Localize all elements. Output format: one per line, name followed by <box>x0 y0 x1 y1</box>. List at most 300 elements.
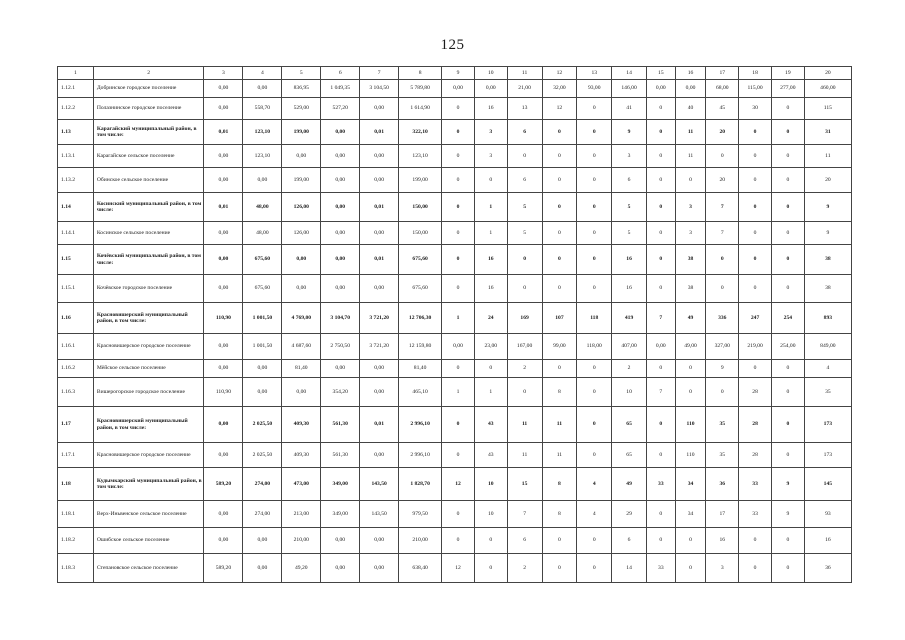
table-cell: 0 <box>577 275 612 303</box>
table-cell: 1 <box>474 222 507 245</box>
row-name: Обинское сельское поселение <box>93 168 204 193</box>
table-cell: 146,00 <box>612 80 647 98</box>
table-cell: 0,00 <box>204 245 243 275</box>
table-row <box>58 334 852 360</box>
table-cell: 3 <box>474 120 507 145</box>
table-cell: 7 <box>646 378 675 407</box>
table-cell: 0 <box>577 378 612 407</box>
table-cell: 145 <box>804 468 851 501</box>
header-cell: 10 <box>474 67 507 80</box>
row-code: 1.16.2 <box>58 360 94 378</box>
table-cell: 277,00 <box>771 80 804 98</box>
row-name: Красновишерский муниципальный район, в том числе: <box>93 407 204 443</box>
table-cell: 33 <box>739 501 772 528</box>
table-cell: 210,00 <box>282 528 321 554</box>
table-cell: 9 <box>804 222 851 245</box>
table-cell: 1 <box>442 378 475 407</box>
table-cell: 0 <box>675 360 706 378</box>
table-cell: 123,10 <box>399 145 442 168</box>
table-row <box>58 378 852 407</box>
table-cell: 0 <box>771 120 804 145</box>
table-cell: 9 <box>612 120 647 145</box>
table-cell: 0 <box>739 360 772 378</box>
row-name: Верх-Иньвенское сельское поселение <box>93 501 204 528</box>
table-cell: 17 <box>706 501 739 528</box>
header-cell: 1 <box>58 67 94 80</box>
table-cell: 3 104,50 <box>360 80 399 98</box>
table-cell: 28 <box>739 407 772 443</box>
table-cell: 0 <box>646 145 675 168</box>
table-cell: 0 <box>706 275 739 303</box>
table-cell: 20 <box>706 120 739 145</box>
table-cell: 0,00 <box>282 245 321 275</box>
table-cell: 561,30 <box>321 407 360 443</box>
table-cell: 38 <box>675 275 706 303</box>
table-cell: 2 <box>612 360 647 378</box>
table-cell: 0 <box>771 443 804 468</box>
header-cell: 16 <box>675 67 706 80</box>
table-row <box>58 407 852 443</box>
row-code: 1.18.3 <box>58 554 94 583</box>
header-cell: 7 <box>360 67 399 80</box>
table-cell: 327,00 <box>706 334 739 360</box>
table-cell: 0,00 <box>321 245 360 275</box>
table-cell: 0,00 <box>646 80 675 98</box>
table-cell: 36 <box>706 468 739 501</box>
table-cell: 107 <box>542 303 577 334</box>
table-cell: 9 <box>804 193 851 222</box>
table-cell: 0,00 <box>360 443 399 468</box>
table-cell: 0 <box>542 168 577 193</box>
table-cell: 0 <box>442 193 475 222</box>
row-name: Красновишерское городское поселение <box>93 334 204 360</box>
table-cell: 349,00 <box>321 501 360 528</box>
row-name: Косинское сельское поселение <box>93 222 204 245</box>
header-cell: 3 <box>204 67 243 80</box>
table-cell: 23,00 <box>474 334 507 360</box>
table-row <box>58 360 852 378</box>
table-cell: 81,40 <box>399 360 442 378</box>
table-cell: 0 <box>542 554 577 583</box>
table-cell: 4 <box>577 468 612 501</box>
table-cell: 409,30 <box>282 407 321 443</box>
table-cell: 0 <box>442 275 475 303</box>
row-code: 1.13.1 <box>58 145 94 168</box>
table-cell: 0 <box>675 378 706 407</box>
table-cell: 16 <box>612 245 647 275</box>
table-cell: 0,00 <box>321 360 360 378</box>
table-cell: 11 <box>507 443 542 468</box>
table-cell: 0 <box>771 360 804 378</box>
table-cell: 45 <box>706 98 739 120</box>
table-cell: 0 <box>577 245 612 275</box>
table-cell: 3 <box>474 145 507 168</box>
table-cell: 12 <box>442 554 475 583</box>
table-cell: 0 <box>739 528 772 554</box>
table-cell: 0 <box>646 98 675 120</box>
row-code: 1.16.3 <box>58 378 94 407</box>
table-cell: 0 <box>646 245 675 275</box>
row-code: 1.17 <box>58 407 94 443</box>
table-cell: 0 <box>442 98 475 120</box>
table-cell: 354,20 <box>321 378 360 407</box>
table-cell: 12 <box>442 468 475 501</box>
table-cell: 0,00 <box>204 334 243 360</box>
table-cell: 0,00 <box>321 120 360 145</box>
table-cell: 5 <box>612 222 647 245</box>
table-cell: 49,20 <box>282 554 321 583</box>
table-cell: 32,00 <box>542 80 577 98</box>
table-cell: 11 <box>507 407 542 443</box>
row-code: 1.17.1 <box>58 443 94 468</box>
table-cell: 10 <box>474 468 507 501</box>
table-cell: 638,40 <box>399 554 442 583</box>
table-cell: 0,01 <box>360 120 399 145</box>
table-cell: 465,10 <box>399 378 442 407</box>
table-cell: 0 <box>577 554 612 583</box>
table-cell: 28 <box>739 443 772 468</box>
table-cell: 0 <box>771 245 804 275</box>
table-cell: 1 <box>474 378 507 407</box>
table-cell: 167,00 <box>507 334 542 360</box>
header-cell: 9 <box>442 67 475 80</box>
table-row <box>58 468 852 501</box>
table-cell: 99,00 <box>542 334 577 360</box>
table-cell: 460,00 <box>804 80 851 98</box>
table-cell: 0,00 <box>204 80 243 98</box>
table-cell: 5 <box>507 222 542 245</box>
table-cell: 0,00 <box>474 80 507 98</box>
table-cell: 0 <box>577 222 612 245</box>
row-code: 1.13 <box>58 120 94 145</box>
table-row <box>58 275 852 303</box>
table-cell: 849,00 <box>804 334 851 360</box>
table-cell: 35 <box>804 378 851 407</box>
row-code: 1.16 <box>58 303 94 334</box>
table-row <box>58 222 852 245</box>
table-row <box>58 501 852 528</box>
table-cell: 30 <box>739 98 772 120</box>
table-cell: 0,00 <box>204 528 243 554</box>
table-cell: 2 996,10 <box>399 443 442 468</box>
table-cell: 0,00 <box>204 98 243 120</box>
table-cell: 0 <box>442 407 475 443</box>
table-cell: 274,00 <box>243 501 282 528</box>
table-cell: 247 <box>739 303 772 334</box>
table-cell: 8 <box>542 378 577 407</box>
table-cell: 118 <box>577 303 612 334</box>
table-cell: 675,60 <box>243 245 282 275</box>
table-cell: 0 <box>771 275 804 303</box>
table-row <box>58 80 852 98</box>
table-cell: 49,00 <box>675 334 706 360</box>
table-cell: 150,00 <box>399 222 442 245</box>
data-table <box>57 66 852 583</box>
table-cell: 173 <box>804 407 851 443</box>
table-cell: 0 <box>646 407 675 443</box>
row-code: 1.13.2 <box>58 168 94 193</box>
table-cell: 48,00 <box>243 222 282 245</box>
table-cell: 110,90 <box>204 378 243 407</box>
table-cell: 274,00 <box>243 468 282 501</box>
table-cell: 143,50 <box>360 501 399 528</box>
table-cell: 2 996,10 <box>399 407 442 443</box>
table-cell: 38 <box>804 275 851 303</box>
table-cell: 0 <box>675 528 706 554</box>
row-name: Кочёвское городское поселение <box>93 275 204 303</box>
table-cell: 0 <box>675 554 706 583</box>
table-cell: 8 <box>542 501 577 528</box>
table-cell: 5 789,80 <box>399 80 442 98</box>
table-cell: 13 <box>507 98 542 120</box>
table-cell: 34 <box>675 468 706 501</box>
table-cell: 0,01 <box>360 193 399 222</box>
table-cell: 0 <box>542 193 577 222</box>
table-cell: 11 <box>542 407 577 443</box>
table-row <box>58 303 852 334</box>
table-cell: 0 <box>739 245 772 275</box>
table-cell: 0 <box>646 528 675 554</box>
table-cell: 0 <box>474 360 507 378</box>
table-cell: 0 <box>442 245 475 275</box>
table-cell: 0,00 <box>321 145 360 168</box>
table-cell: 0 <box>442 222 475 245</box>
table-cell: 409,30 <box>282 443 321 468</box>
table-cell: 0,00 <box>321 528 360 554</box>
table-cell: 0 <box>577 193 612 222</box>
table-cell: 529,00 <box>282 98 321 120</box>
table-cell: 0 <box>507 245 542 275</box>
header-cell: 12 <box>542 67 577 80</box>
table-cell: 6 <box>507 528 542 554</box>
header-cell: 2 <box>93 67 204 80</box>
table-cell: 48,00 <box>243 193 282 222</box>
table-cell: 9 <box>771 468 804 501</box>
table-cell: 11 <box>542 443 577 468</box>
table-cell: 0,00 <box>360 528 399 554</box>
table-cell: 3 104,70 <box>321 303 360 334</box>
table-cell: 0 <box>675 168 706 193</box>
table-cell: 24 <box>474 303 507 334</box>
table-cell: 0,00 <box>675 80 706 98</box>
table-cell: 254,00 <box>771 334 804 360</box>
table-row <box>58 528 852 554</box>
table-cell: 6 <box>612 528 647 554</box>
table-cell: 0,00 <box>360 378 399 407</box>
row-name: Косинский муниципальный район, в том числе: <box>93 193 204 222</box>
table-cell: 0 <box>771 407 804 443</box>
table-cell: 0 <box>646 193 675 222</box>
table-cell: 0,00 <box>243 528 282 554</box>
table-cell: 0 <box>739 222 772 245</box>
table-cell: 4 <box>804 360 851 378</box>
table-cell: 0 <box>771 193 804 222</box>
table-cell: 0 <box>646 443 675 468</box>
row-code: 1.16.1 <box>58 334 94 360</box>
table-cell: 6 <box>612 168 647 193</box>
row-name: Красновишерский муниципальный район, в том числе: <box>93 303 204 334</box>
table-cell: 93,00 <box>577 80 612 98</box>
row-name: Полазнинское городское поселение <box>93 98 204 120</box>
table-cell: 118,00 <box>577 334 612 360</box>
table-cell: 0 <box>442 120 475 145</box>
table-cell: 123,10 <box>243 145 282 168</box>
table-cell: 0 <box>577 145 612 168</box>
table-cell: 169 <box>507 303 542 334</box>
table-cell: 0,00 <box>360 168 399 193</box>
table-cell: 0,01 <box>204 193 243 222</box>
table-cell: 1 <box>474 193 507 222</box>
table-cell: 123,10 <box>243 120 282 145</box>
table-cell: 1 001,50 <box>243 303 282 334</box>
table-cell: 0 <box>771 378 804 407</box>
table-row <box>58 145 852 168</box>
table-cell: 43 <box>474 443 507 468</box>
table-cell: 349,00 <box>321 468 360 501</box>
table-cell: 110 <box>675 443 706 468</box>
table-cell: 0,00 <box>321 168 360 193</box>
table-cell: 210,00 <box>399 528 442 554</box>
header-cell: 19 <box>771 67 804 80</box>
table-cell: 0 <box>577 528 612 554</box>
table-cell: 65 <box>612 443 647 468</box>
table-cell: 10 <box>612 378 647 407</box>
table-cell: 0 <box>771 145 804 168</box>
row-name: Ошибское сельское поселение <box>93 528 204 554</box>
table-cell: 10 <box>474 501 507 528</box>
table-cell: 0,00 <box>204 501 243 528</box>
header-cell: 5 <box>282 67 321 80</box>
table-cell: 0 <box>507 145 542 168</box>
row-name: Мёйское сельское поселение <box>93 360 204 378</box>
table-cell: 0 <box>771 554 804 583</box>
table-cell: 0 <box>739 275 772 303</box>
table-cell: 558,70 <box>243 98 282 120</box>
table-cell: 0,00 <box>243 168 282 193</box>
row-code: 1.14.1 <box>58 222 94 245</box>
table-cell: 0 <box>507 378 542 407</box>
header-cell: 13 <box>577 67 612 80</box>
table-cell: 322,10 <box>399 120 442 145</box>
table-cell: 81,40 <box>282 360 321 378</box>
table-cell: 11 <box>675 120 706 145</box>
table-cell: 5 <box>507 193 542 222</box>
header-cell: 4 <box>243 67 282 80</box>
table-cell: 173 <box>804 443 851 468</box>
table-cell: 0 <box>646 222 675 245</box>
table-cell: 33 <box>646 468 675 501</box>
table-cell: 0 <box>507 275 542 303</box>
table-cell: 0 <box>771 98 804 120</box>
table-cell: 5 <box>612 193 647 222</box>
table-cell: 473,00 <box>282 468 321 501</box>
table-cell: 3 721,20 <box>360 334 399 360</box>
table-cell: 143,50 <box>360 468 399 501</box>
table-cell: 126,00 <box>282 222 321 245</box>
table-cell: 589,20 <box>204 554 243 583</box>
table-cell: 219,00 <box>739 334 772 360</box>
table-cell: 0,00 <box>646 334 675 360</box>
table-cell: 2 <box>507 360 542 378</box>
table-cell: 9 <box>706 360 739 378</box>
table-cell: 35 <box>706 443 739 468</box>
table-cell: 0,00 <box>282 378 321 407</box>
table-cell: 0 <box>771 222 804 245</box>
table-cell: 0,00 <box>360 360 399 378</box>
table-cell: 0,00 <box>243 378 282 407</box>
row-name: Карагайский муниципальный район, в том числе: <box>93 120 204 145</box>
table-cell: 2 025,50 <box>243 407 282 443</box>
table-cell: 0,00 <box>321 193 360 222</box>
row-code: 1.14 <box>58 193 94 222</box>
table-cell: 0 <box>577 120 612 145</box>
table-cell: 199,00 <box>282 168 321 193</box>
table-cell: 0 <box>646 360 675 378</box>
table-cell: 7 <box>706 222 739 245</box>
table-cell: 0,00 <box>321 275 360 303</box>
table-cell: 1 614,90 <box>399 98 442 120</box>
table-row <box>58 168 852 193</box>
table-cell: 0,00 <box>204 168 243 193</box>
table-cell: 0,00 <box>243 80 282 98</box>
table-cell: 7 <box>646 303 675 334</box>
table-cell: 527,20 <box>321 98 360 120</box>
table-cell: 0 <box>646 275 675 303</box>
table-cell: 40 <box>675 98 706 120</box>
table-cell: 0,01 <box>360 245 399 275</box>
table-cell: 0 <box>646 168 675 193</box>
table-cell: 0,00 <box>282 145 321 168</box>
table-cell: 0,00 <box>243 360 282 378</box>
table-cell: 6 <box>507 120 542 145</box>
table-cell: 2 <box>507 554 542 583</box>
header-cell: 14 <box>612 67 647 80</box>
table-cell: 0,00 <box>204 145 243 168</box>
table-cell: 31 <box>804 120 851 145</box>
row-name: Вишерогорское городское поселение <box>93 378 204 407</box>
table-cell: 6 <box>507 168 542 193</box>
table-cell: 2 750,50 <box>321 334 360 360</box>
table-cell: 12 706,30 <box>399 303 442 334</box>
table-row <box>58 193 852 222</box>
table-cell: 0 <box>442 360 475 378</box>
table-cell: 893 <box>804 303 851 334</box>
table-cell: 0 <box>542 145 577 168</box>
table-cell: 0 <box>739 120 772 145</box>
table-cell: 675,60 <box>399 275 442 303</box>
table-cell: 16 <box>804 528 851 554</box>
table-cell: 29 <box>612 501 647 528</box>
table-cell: 0 <box>577 407 612 443</box>
table-cell: 49 <box>675 303 706 334</box>
table-cell: 0,00 <box>204 443 243 468</box>
table-cell: 0 <box>542 120 577 145</box>
table-row <box>58 98 852 120</box>
table-cell: 1 <box>442 303 475 334</box>
table-cell: 0 <box>771 168 804 193</box>
table-cell: 16 <box>474 98 507 120</box>
table-cell: 0 <box>577 360 612 378</box>
table-cell: 0 <box>542 360 577 378</box>
table-cell: 16 <box>474 275 507 303</box>
table-row <box>58 443 852 468</box>
table-cell: 0 <box>542 222 577 245</box>
header-cell: 15 <box>646 67 675 80</box>
table-cell: 0 <box>577 168 612 193</box>
table-cell: 0,00 <box>360 98 399 120</box>
table-cell: 0 <box>442 443 475 468</box>
table-cell: 0,00 <box>360 145 399 168</box>
